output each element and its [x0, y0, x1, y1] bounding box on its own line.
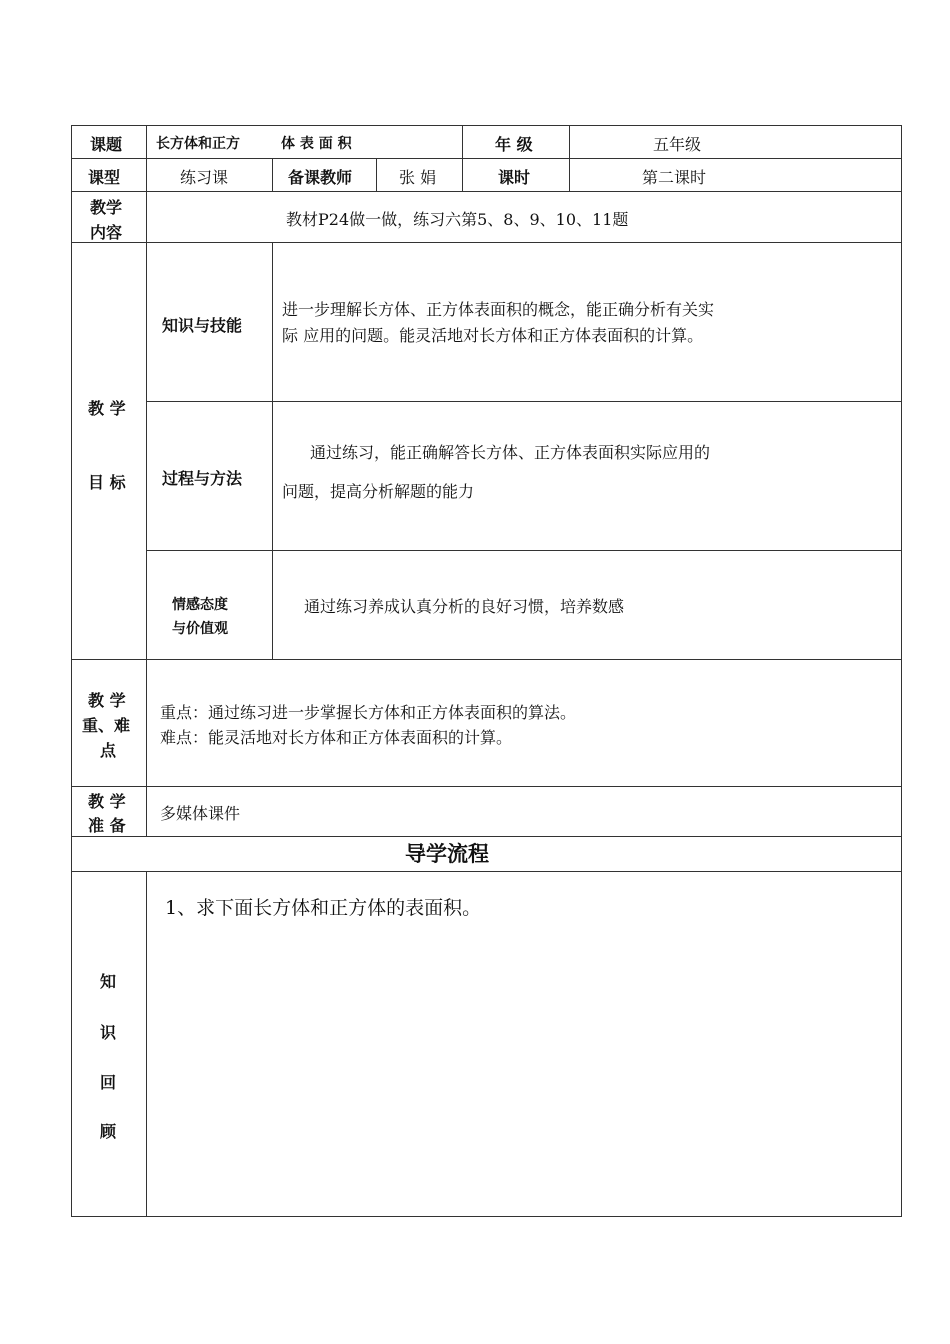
- review-label-char-3: 回: [100, 1073, 117, 1092]
- cell-period-value: [569, 158, 902, 192]
- topic-value-b: 体 表 面 积: [281, 136, 352, 152]
- process-label: 过程与方法: [162, 469, 243, 488]
- cell-process-text: [272, 401, 902, 551]
- keypoints-label-1: 教 学: [88, 691, 126, 710]
- grade-label: 年 级: [495, 135, 533, 154]
- process-text-2: 问题，提高分析解题的能力: [282, 482, 475, 501]
- objectives-label-1: 教 学: [88, 399, 126, 418]
- keypoints-label-3: 点: [100, 741, 117, 760]
- content-label-1: 教学: [90, 198, 123, 217]
- knowledge-label: 知识与技能: [162, 316, 243, 335]
- flow-title: 导学流程: [405, 842, 489, 866]
- teacher-value: 张 娟: [399, 168, 437, 187]
- emotion-label-1: 情感态度: [172, 597, 228, 613]
- question-1: 1、求下面长方体和正方体的表面积。: [165, 897, 482, 919]
- cell-grade-value: [569, 125, 902, 159]
- type-label: 课型: [88, 168, 121, 187]
- prep-value: 多媒体课件: [160, 804, 241, 823]
- cell-objectives-label: [71, 242, 147, 660]
- grade-value: 五年级: [653, 135, 702, 154]
- emotion-text: 通过练习养成认真分析的良好习惯，培养数感: [304, 597, 625, 616]
- review-label-char-4: 顾: [100, 1122, 117, 1141]
- emotion-label-2: 与价值观: [172, 621, 228, 637]
- cell-knowledge-text: [272, 242, 902, 402]
- cell-keypoints-text: [146, 659, 902, 787]
- review-label-char-2: 识: [100, 1023, 117, 1042]
- keypoints-label-2: 重、难: [82, 716, 131, 735]
- cell-review-content: [146, 871, 902, 1217]
- keypoint-key: 重点：通过练习进一步掌握长方体和正方体表面积的算法。: [160, 703, 577, 722]
- teacher-label: 备课教师: [288, 168, 353, 187]
- prep-label-1: 教 学: [88, 792, 126, 811]
- type-value: 练习课: [180, 168, 229, 187]
- period-label: 课时: [498, 168, 531, 187]
- cell-review-label: [71, 871, 147, 1217]
- topic-label: 课题: [90, 135, 123, 154]
- cell-prep-value: [146, 786, 902, 837]
- period-value: 第二课时: [642, 168, 707, 187]
- objectives-label-2: 目 标: [88, 473, 126, 492]
- knowledge-text-1: 进一步理解长方体、正方体表面积的概念，能正确分析有关实: [282, 300, 715, 319]
- content-label-2: 内容: [90, 223, 123, 242]
- keypoint-difficult: 难点：能灵活地对长方体和正方体表面积的计算。: [160, 728, 513, 747]
- prep-label-2: 准 备: [88, 816, 126, 835]
- knowledge-text-2: 际 应用的问题。能灵活地对长方体和正方体表面积的计算。: [282, 326, 704, 345]
- content-value: 教材P24做一做，练习六第5、8、9、10、11题: [286, 210, 629, 229]
- topic-value-a: 长方体和正方: [156, 136, 240, 152]
- review-label-char-1: 知: [100, 972, 117, 991]
- process-text-1: 通过练习，能正确解答长方体、正方体表面积实际应用的: [310, 443, 711, 462]
